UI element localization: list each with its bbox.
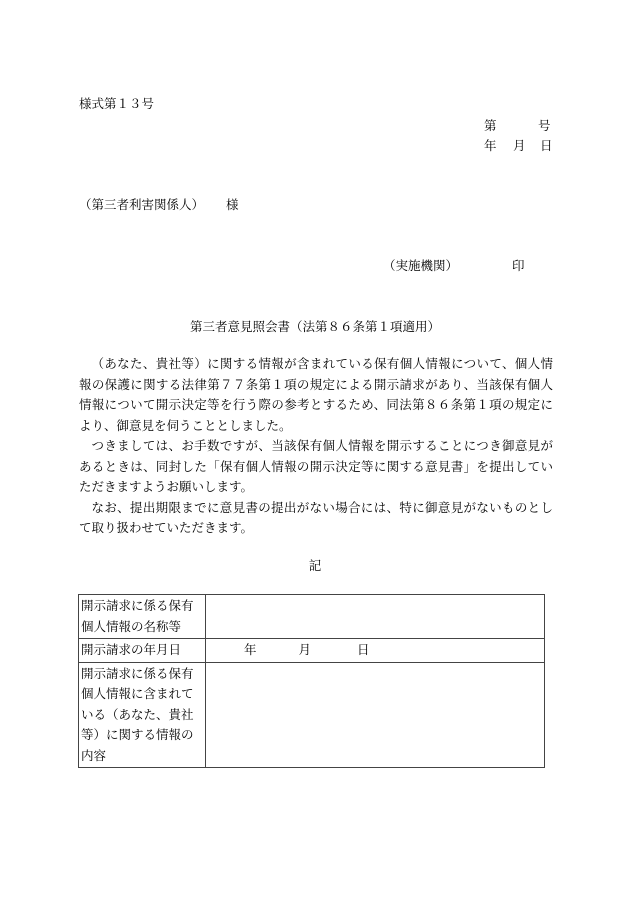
document-title: 第三者意見照会書（法第８６条第１項適用） <box>189 319 440 334</box>
form-number: 様式第１３号 <box>79 96 155 111</box>
body-paragraph-3: なお、提出期限までに意見書の提出がない場合には、特に御意見がないものとして取り扱わせていただきます。 <box>79 499 553 535</box>
table-label-request-date: 開示請求の年月日 <box>79 639 206 663</box>
table-label-personal-info-name: 開示請求に係る保有個人情報の名称等 <box>79 595 206 639</box>
recipient-label: （第三者利害関係人） <box>79 197 205 212</box>
sender-label: （実施機関） <box>383 258 459 273</box>
info-table <box>78 594 545 768</box>
request-date-year: 年 <box>244 642 257 657</box>
request-date-month: 月 <box>298 642 312 657</box>
date-day-label: 日 <box>540 138 553 153</box>
table-value-info-content[interactable] <box>206 662 545 768</box>
table-row <box>79 639 545 663</box>
table-label-info-content: 開示請求に係る保有個人情報に含まれている（あなた、貴社等）に関する情報の内容 <box>79 662 206 768</box>
table-value-request-date[interactable] <box>206 639 545 663</box>
document-number-label: 第 <box>484 118 497 133</box>
recipient-honorific: 様 <box>226 197 239 212</box>
body-paragraph-1: （あなた、貴社等）に関する情報が含まれている保有個人情報について、個人情報の保護に関する法律第７７条第１項の規定による開示請求があり、当該保有個人情報について開示決定等を行う際の参考とするため、同法第８６条第１項の規定により、御意見を伺うこととしました。 <box>79 356 553 433</box>
date-year-label: 年 <box>484 138 497 153</box>
document-number-suffix: 号 <box>538 118 551 133</box>
table-value-personal-info-name[interactable] <box>206 595 545 639</box>
seal-mark: 印 <box>512 258 525 273</box>
body-paragraph-2: つきましては、お手数ですが、当該保有個人情報を開示することにつき御意見があるときは、同封した「保有個人情報の開示決定等に関する意見書」を提出していただきますようお願いします。 <box>79 438 553 494</box>
date-month-label: 月 <box>513 138 526 153</box>
ki-heading: 記 <box>308 558 322 573</box>
request-date-day: 日 <box>357 642 370 657</box>
table-row <box>79 595 545 639</box>
table-row <box>79 662 545 768</box>
body-text <box>79 354 553 539</box>
